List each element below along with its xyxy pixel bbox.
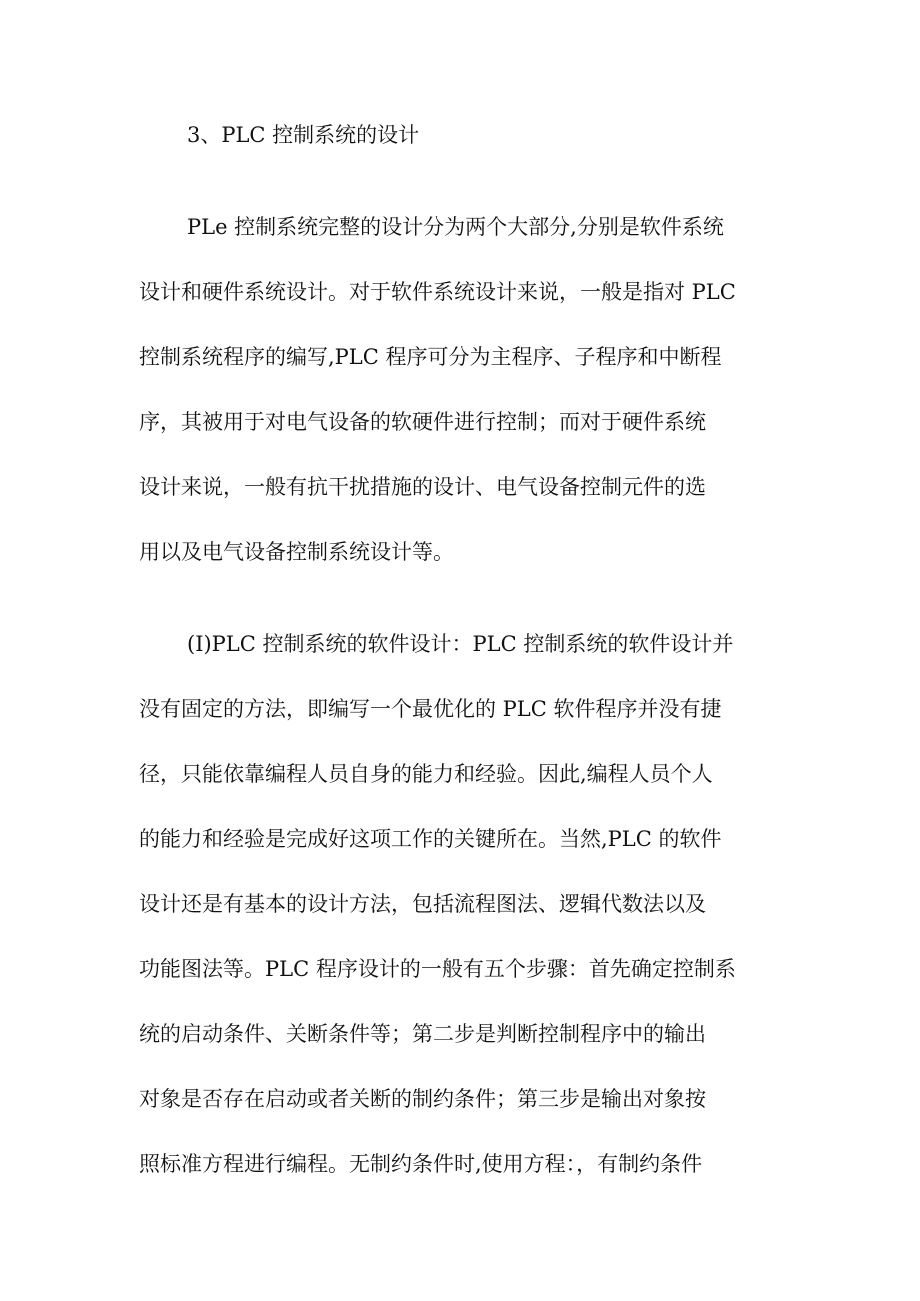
paragraph-line: 用以及电气设备控制系统设计等。 — [139, 540, 454, 564]
paragraph-line: 径，只能依靠编程人员自身的能力和经验。因此,编程人员个人 — [139, 762, 713, 786]
paragraph-line: 的能力和经验是完成好这项工作的关键所在。当然,PLC 的软件 — [139, 827, 722, 851]
paragraph-line: 设计来说，一般有抗干扰措施的设计、电气设备控制元件的选 — [139, 475, 706, 499]
paragraph-line: (I)PLC 控制系统的软件设计：PLC 控制系统的软件设计并 — [187, 632, 734, 656]
paragraph-line: 统的启动条件、关断条件等；第二步是判断控制程序中的输出 — [139, 1022, 706, 1046]
paragraph-line: 设计和硬件系统设计。对于软件系统设计来说，一般是指对 PLC — [139, 280, 736, 304]
paragraph-line: 功能图法等。PLC 程序设计的一般有五个步骤：首先确定控制系 — [139, 957, 736, 981]
paragraph-line: 设计还是有基本的设计方法，包括流程图法、逻辑代数法以及 — [139, 892, 706, 916]
paragraph-line: 对象是否存在启动或者关断的制约条件；第三步是输出对象按 — [139, 1087, 706, 1111]
paragraph-line: 照标准方程进行编程。无制约条件时,使用方程：，有制约条件 — [139, 1152, 703, 1176]
paragraph-line: 没有固定的方法，即编写一个最优化的 PLC 软件程序并没有捷 — [139, 697, 722, 721]
paragraph-line: 序，其被用于对电气设备的软硬件进行控制；而对于硬件系统 — [139, 410, 706, 434]
paragraph-line: PLe 控制系统完整的设计分为两个大部分,分别是软件系统 — [187, 215, 724, 239]
paragraph-line: 控制系统程序的编写,PLC 程序可分为主程序、子程序和中断程 — [139, 345, 722, 369]
section-heading: 3、PLC 控制系统的设计 — [187, 123, 420, 147]
